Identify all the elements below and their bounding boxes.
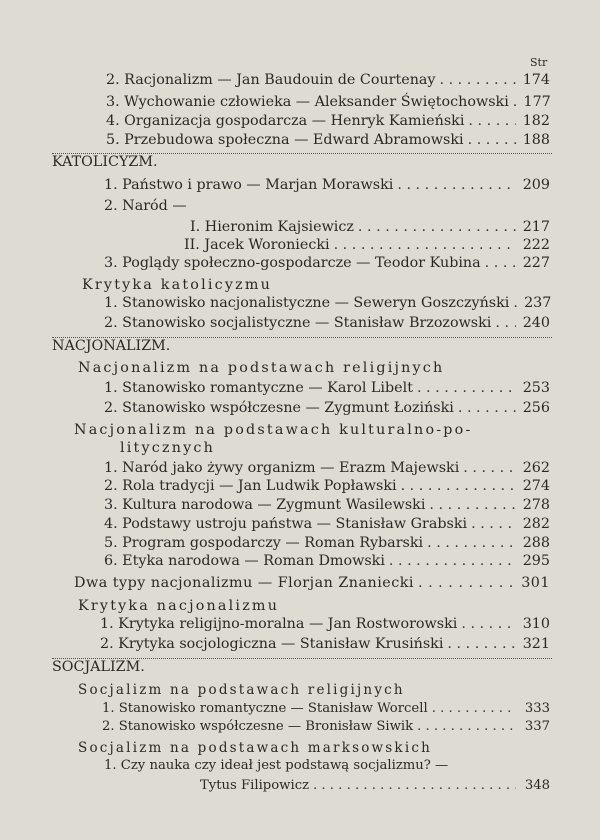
subsection-heading: Socjalizm na podstawach religijnych [78,682,405,698]
entry-title: 2. Stanowisko socjalistyczne — Stanisław Brzozowski [104,315,492,331]
leader-dots [454,398,516,418]
entry-title: 1. Krytyka religijno-moralna — Jan Rostworowski [100,616,458,632]
page-number: 209 [522,177,550,193]
leader-dots [330,235,516,255]
page-number: 227 [522,255,550,271]
toc-entry[interactable] [104,378,550,398]
leader-dots [413,378,516,398]
page-number: 188 [522,132,550,148]
page-number: 237 [524,295,552,311]
entry-title: 1. Naród jako żywy organizm — Erazm Majewski [104,460,460,476]
entry-title: 1. Państwo i prawo — Marjan Morawski [104,177,394,193]
page-number: 262 [522,460,550,476]
subsection-heading: Krytyka katolicyzmu [82,277,273,293]
leader-dots [509,293,517,313]
entry-title: 2. Stanowisko współczesne — Zygmunt Łoziński [104,400,454,416]
toc-entry[interactable] [104,293,550,313]
entry-title: 4. Podstawy ustroju państwa — Stanisław Grabski [104,516,468,532]
leader-dots [459,458,516,478]
leader-dots [457,614,516,634]
leader-dots [443,634,516,654]
entry-title: 1. Stanowisko romantyczne — Karol Libelt [104,380,413,396]
subsection-heading: Nacjonalizm na podstawach kulturalno-po- [74,422,473,438]
entry-title: Dwa typy nacjonalizmu — Florjan Znaniecki [74,575,414,591]
toc-entry[interactable] [104,514,550,534]
toc-entry[interactable] [104,313,550,333]
toc-entry[interactable] [200,776,550,796]
page-column-header: Str [530,56,548,69]
toc-entry[interactable] [104,533,550,553]
toc-entry[interactable] [104,175,550,195]
toc-entry[interactable] [104,495,550,515]
toc-entry[interactable] [102,717,550,737]
entry-title: 2. Naród — [104,198,187,214]
entry-title: 5. Program gospodarczy — Roman Rybarski [104,535,424,551]
toc-entry[interactable] [100,634,550,654]
entry-title: II. Jacek Woroniecki [184,237,330,253]
entry-title: Tytus Filipowicz [200,778,310,793]
leader-dots [464,111,516,131]
entry-title: 2. Stanowisko współczesne — Bronisław Siwik [102,719,414,734]
section-heading: SOCJALIZM. [52,659,145,675]
leader-dots [436,70,517,90]
toc-entry[interactable] [102,699,550,719]
toc-entry[interactable] [104,398,550,418]
page-number: 301 [521,575,550,591]
leader-dots [423,533,516,553]
page-number: 321 [522,636,550,652]
leader-dots [464,130,516,150]
toc-entry[interactable] [106,70,550,90]
subsection-heading: Krytyka nacjonalizmu [78,598,280,614]
page-number: 282 [522,516,550,532]
toc-entry[interactable] [74,573,550,593]
section-heading: NACJONALIZM. [52,338,171,354]
entry-title: 3. Wychowanie człowieka — Aleksander Świętochowski [106,94,509,110]
leader-dots [467,514,516,534]
page-number: 182 [522,113,550,129]
page-number: 337 [524,719,550,734]
page-number: 177 [523,94,551,110]
subsection-heading: Socjalizm na podstawach marksowskich [78,740,432,756]
toc-entry[interactable] [104,458,550,478]
leader-dots [413,717,516,737]
leader-dots [393,175,516,195]
entry-title: I. Hieronim Kajsiewicz [190,219,354,235]
subsection-heading: Nacjonalizm na podstawach religijnych [78,360,445,376]
leader-dots [428,699,516,719]
toc-entry[interactable] [106,92,550,112]
page-number: 222 [522,237,550,253]
subsection-heading-continued: litycznych [120,440,216,456]
toc-entry[interactable] [184,235,550,255]
toc-entry[interactable] [104,253,550,273]
entry-title: 3. Poglądy społeczno-gospodarcze — Teodor Kubina [104,255,481,271]
toc-entry[interactable] [190,217,550,237]
entry-title: 6. Etyka narodowa — Roman Dmowski [104,553,385,569]
page-number: 333 [524,701,550,716]
page-number: 348 [524,778,550,793]
toc-entry[interactable] [104,756,550,776]
entry-title: 1. Stanowisko romantyczne — Stanisław Worcell [102,701,428,716]
page-number: 174 [522,72,550,88]
page-number: 217 [522,219,550,235]
leader-dots [425,495,516,515]
toc-entry[interactable] [104,196,550,216]
leader-dots [309,776,516,796]
entry-title: 5. Przebudowa społeczna — Edward Abramowski [106,132,464,148]
page-number: 240 [522,315,550,331]
toc-entry[interactable] [104,551,550,571]
leader-dots [491,313,516,333]
page-number: 310 [522,616,550,632]
page-number: 288 [522,535,550,551]
page-number: 274 [522,478,550,494]
entry-title: 2. Racjonalizm — Jan Baudouin de Courtenay [106,72,436,88]
page-number: 278 [522,497,550,513]
section-heading: KATOLICYZM. [52,154,158,170]
leader-dots [397,476,516,496]
leader-dots [354,217,516,237]
page-number: 295 [522,553,550,569]
page-number: 253 [522,380,550,396]
leader-dots [481,253,516,273]
entry-title: 2. Krytyka socjologiczna — Stanisław Krusiński [100,636,444,652]
entry-title: 4. Organizacja gospodarcza — Henryk Kamieński [106,113,465,129]
entry-title: 1. Stanowisko nacjonalistyczne — Seweryn Goszczyński [104,295,510,311]
leader-dots [509,92,517,112]
toc-entry[interactable] [100,614,550,634]
entry-title: 3. Kultura narodowa — Zygmunt Wasilewski [104,497,426,513]
toc-entry[interactable] [106,130,550,150]
entry-title: 1. Czy nauka czy ideał jest podstawą socjalizmu? — [104,758,449,773]
leader-dots [385,551,516,571]
toc-entry[interactable] [104,476,550,496]
leader-dots [414,573,516,593]
entry-title: 2. Rola tradycji — Jan Ludwik Popławski [104,478,397,494]
page-number: 256 [522,400,550,416]
toc-entry[interactable] [106,111,550,131]
